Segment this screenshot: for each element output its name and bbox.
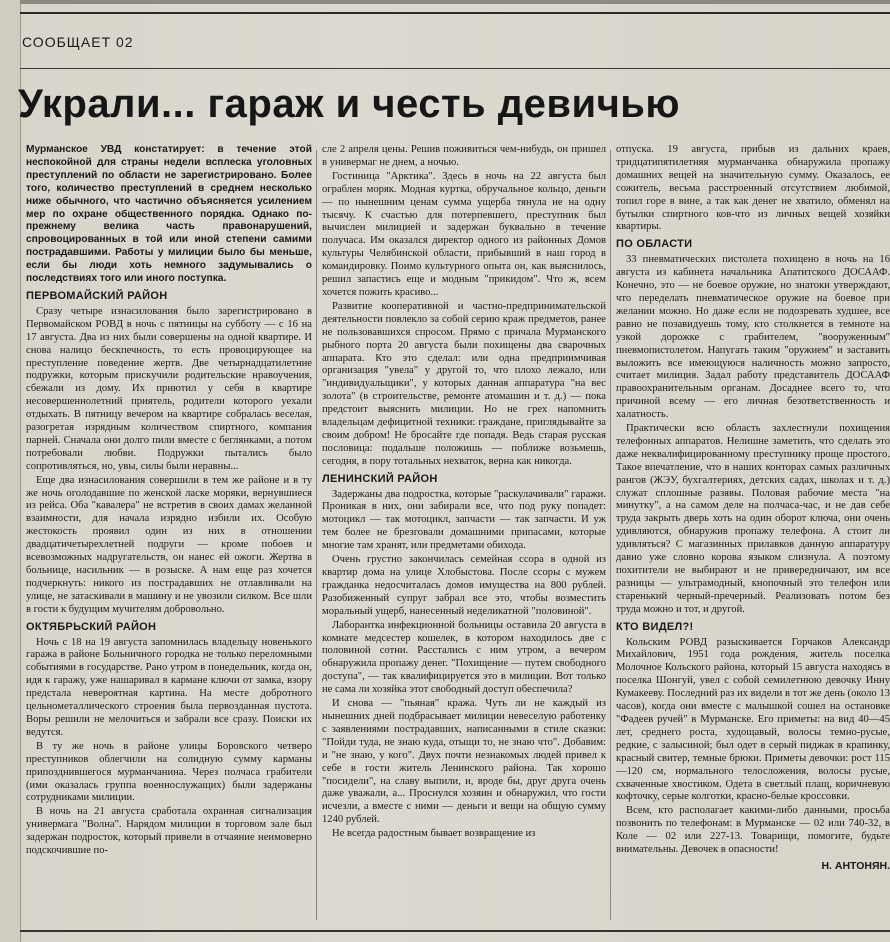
district-subheading: ПО ОБЛАСТИ <box>616 238 693 251</box>
article-paragraph: Задержаны два подростка, которые "раскулачивали" гаражи. Проникая в них, они забирали все, что под руку попадет: мотоцикл — так мотоцикл, запчасти — так запчасти. И уж тем более не брезговали домашними припасами, которые многие там хранят, или предметами обихода. <box>322 488 606 552</box>
header-rule <box>20 68 890 69</box>
article-paragraph: Лаборантка инфекционной больницы оставила 20 августа в комнате медсестер кошелек, в котором находилось две с половиной сотни. Расстались с ним утром, а вечером обнаружила пропажу денег. "Похищение — путем свободного доступа", — так квалифицируется это в милиции. Вот только не сама ли хозяйка этот свободный доступ обеспечила? <box>322 619 606 696</box>
district-subheading: ПЕРВОМАЙСКИЙ РАЙОН <box>26 289 168 302</box>
district-subheading: ЛЕНИНСКИЙ РАЙОН <box>322 472 438 485</box>
article-paragraph: Очень грустно закончилась семейная ссора в одной из квартир дома на улице Хлобыстова. После ссоры с мужем гражданка недосчиталась домов имущества на 800 рублей. Разобиженный супруг забрал все это, чтобы возместить моральный ущерб, нанесенный неделикатной "половиной". <box>322 554 606 617</box>
article-column-1 <box>26 144 312 934</box>
article-paragraph: сле 2 апреля цены. Решив поживиться чем-нибудь, он пришел в универмаг не днем, а ночью. <box>322 144 606 168</box>
article-paragraph: Не всегда радостным бывает возвращение из <box>332 828 536 840</box>
article-headline: Украли... гараж и честь девичью <box>18 82 681 126</box>
column-divider <box>316 150 317 920</box>
district-subheading: КТО ВИДЕЛ?! <box>616 620 694 633</box>
bottom-rule <box>20 930 890 932</box>
article-paragraph: Ночь с 18 на 19 августа запомнилась владельцу новенького гаража в районе Больничного городка не только переломными событиями в государстве. Рано утром в понедельник, когда он, идя к гаражу, уже нашаривал в кармане ключи от замка, взору предстала невероятная картина. На месте добротного цельнометаллического строения была первозданная пустота. Воры решили не мелочиться и забрали все сразу. Поиски их ведутся. <box>26 636 312 738</box>
article-paragraph: Еще два изнасилования совершили в тем же районе и в ту же ночь оголодавшие по женской ласке моряки, вернувшиеся из рейса. Оба "кавалера" не встретив в своих дамах желанной взаимности, для начала изрядно избили их. Особую жестокость проявил один из них в отношении двадцатичетырехлетней подруги — кроме побоев и всевозможных надругательств, он нанес ей ожоги. Жертва в больнице, насильник — в розыске. А нам еще раз хочется подчеркнуть: никого из пострадавших не отлавливали на улице, не затаскивали в машину и не увозили силком. Все шли в гости к будущим мучителям добровольно. <box>26 474 312 615</box>
article-column-2 <box>322 144 606 934</box>
article-column-3 <box>616 144 890 934</box>
article-paragraph: Развитие кооперативной и частно-предпринимательской деятельности повлекло за собой серию краж предметов, ранее не пользовавшихся спросом. Прямо с причала Мурманского рыбного порта 20 августа были похищены два сварочных аппарата. Кто это сделал: или одна предприимчивая организация "увела" у другой то, что плохо лежало, или "индивидуальщики", у которых данная аппаратура "на вес золота" (в строительстве, ремонте атомашин и т. д.) — пока предстоит выяснить милиции. Но не грех напомнить владельцам дефицитной техники: граждане, приглядывайте за своим добром! Не бросайте где попадя. Ведь старая русская пословица: подальше положишь — поближе возьмешь, сегодня, в пору тотальных нехваток, верна как никогда. <box>322 300 606 467</box>
article-paragraph: Кольским РОВД разыскивается Горчаков Александр Михайлович, 1951 года рождения, житель поселка Молочное Кольского района, который 15 августа находясь в поселка Шонгуй, увел с собой семилетнюю девочку Инну Кумакееву. Последний раз их видели в тот же день (около 13 часов), когда они вместе с малышкой сошел на остановке "Фадеев ручей" в Мурманске. Его приметы: на вид 40—45 лет, среднего роста, худощавый, волосы темно-русые, редкие, с залысиной; был одет в серый пиджак в крапинку, красный свитер, темные брюки. Приметы девочки: рост 115—120 см, нормального телосложения, волосы русые, схваченные хвостиком. Одета в светлый плащ, коричневую кофточку, серые колготки, красно-белые кроссовки. <box>616 636 890 803</box>
section-header: СООБЩАЕТ 02 <box>22 34 134 50</box>
article-paragraph: Практически всю область захлестнули похищения телефонных аппаратов. Нелишне заметить, что сделать это даже неквалифицированному преступнику проще простого. Такое впечатление, что в наших конторах самых различных рангов (ЖЭУ, бухгалтериях, детских садах, школах и т. д.) служат сплошные разявы. Половая рабочие места "на минутку", а на самом деле на полчаса-час, и не дав себе труда закрыть дверь хоть на один оборот ключа, они очень удивляются, обнаружив пропажу телефона. А стоит ли удивляться? С магазинных прилавков данную аппаратуру давно уже словно корова языком слизнула. А поэтому похитители не выбирают и не привередничают, им все разницы — ультрамодный, кнопочный это телефон или старенький черный-пречерный. Реализовать потом без труда можно и тот, и другой. <box>616 423 890 615</box>
article-paragraph: 33 пневматических пистолета похищено в ночь на 16 августа из кабинета начальника Апатитского ДОСААФ. Конечно, это — не боевое оружие, но знатоки утверждают, что переделать пневматическое оружие на боевое при желании можно. Но даже если не подозревать худшее, все равно не позавидуешь тому, кто столкнется в темноте на узкой дорожке с грабителем, "вооруженным" пневмопистолетом. Напугать таким "оружием" и заставить выложить все имеющуюся наличность можно запросто, считает милиция. Задал работу представитель ДОСААФ правоохранительным органам. Досаднее всего то, что причиной всему — его личная безответственность и халатность. <box>616 254 890 421</box>
adjacent-page-edge <box>0 0 21 942</box>
article-paragraph: Гостиница "Арктика". Здесь в ночь на 22 августа был ограблен моряк. Модная куртка, обручальное кольцо, деньги — по нынешним ценам сумма ущерба тянула не на одну тысячу. К счастью для потерпевшего, преступник был вычислен милицией и задержан буквально в течение получаса. Им оказался директор одного из районных Домов культуры Челябинской области, прибывший в наш город в командировку. Поимо культурного опыта он, как выяснилось, решил запастись еще и модным "прикидом". Что ж, всем хочется пожить красиво... <box>322 170 606 298</box>
column-divider <box>610 150 611 920</box>
lead-paragraph: Мурманское УВД констатирует: в течение этой неспокойной для страны недели всплеска уголовных преступлений по области не зарегистрировано. Более того, количество преступлений в среднем несколько ниже обычного, что частично объясняется усилением мер по охране общественного порядка. Однако по-прежнему велика часть правонарушений, спровоцированных в той или иной степени самими пострадавшими. Работы у милиции было бы меньше, если бы люди хоть немного задумывались о последствиях того или иного поступка. <box>26 144 312 285</box>
article-paragraph: Всем, кто располагает какими-либо данными, просьба позвонить по телефонам: в Мурманске — 02 или 740-32, в Коле — 02 или 227-13. Товарищи, помогите, будьте внимательны. Девочек в опасности! <box>616 805 890 856</box>
top-rule <box>20 12 890 14</box>
district-subheading: ОКТЯБРЬСКИЙ РАЙОН <box>26 620 157 633</box>
author-signature: Н. АНТОНЯН. <box>821 859 890 872</box>
article-paragraph: В ночь на 21 августа сработала охранная сигнализация универмага "Волна". Нарядом милиции в торговом зале был задержан подросток, который привели в отчаяние неимоверно подскочившие по- <box>26 806 312 857</box>
article-paragraph: отпуска. 19 августа, прибыв из дальних краев, тридцатипятилетняя мурманчанка обнаружила пропажу домашних вещей на значительную сумму. Оказалось, ее сожитель, весьма расстроенный отсутствием любимой, топил горе в вине, а так как денег не хватило, обменял на бутылки спиртного ков-что из личных вещей хозяйки квартиры. <box>616 144 890 233</box>
article-paragraph: И снова — "пьяная" кража. Чуть ли не каждый из нынешних дней подбрасывает милиции невеселую работенку с заявлениями пострадавших, написанными в стиле сказки: "Пойди туда, не знаю куда, отыщи то, не знаю что". Добавим: и "не знаю, у кого". Двух почти незнакомых людей привел к себе в гости житель Ленинского района. Так хорошо "посидели", на славу выпили, и, вроде бы, друг друга очень даже уважали, а... Проснулся хозяин и обнаружил, что гости исчезли, а вместе с ними — деньги и вещи на общую сумму 1240 рублей. <box>322 698 606 826</box>
article-paragraph: Сразу четыре изнасилования было зарегистрировано в Первомайском РОВД в ночь с пятницы на субботу — с 16 на 17 августа. Два из них были совершены на одной квартире. И снова налицо бескпечность, то есть провоцирующее на преступление поведение жертв. Две четырнадцатилетние подружки, которым прискучили родительские нравоучения, сбежали из дому. Их приютил у себя в квартире несовершеннолетний приятель, родители которого уехали отдыхать. В пятницу вечером на квартире собралась веселая, разогретая изрядным количеством спиртного, компания парней. Сначала они долго пили вместе с беглянками, а потом потребовали любви. Подружки пытались было сопротивляться, но, увы, силы были неравны... <box>26 305 312 472</box>
article-paragraph: В ту же ночь в районе улицы Боровского четверо преступников облегчили на солидную сумму карманы припозднившегося мурманчанина. Через полчаса грабители (ими оказалась группа военнослужащих) были задержаны сотрудниками милиции. <box>26 740 312 804</box>
top-edge <box>20 0 890 4</box>
